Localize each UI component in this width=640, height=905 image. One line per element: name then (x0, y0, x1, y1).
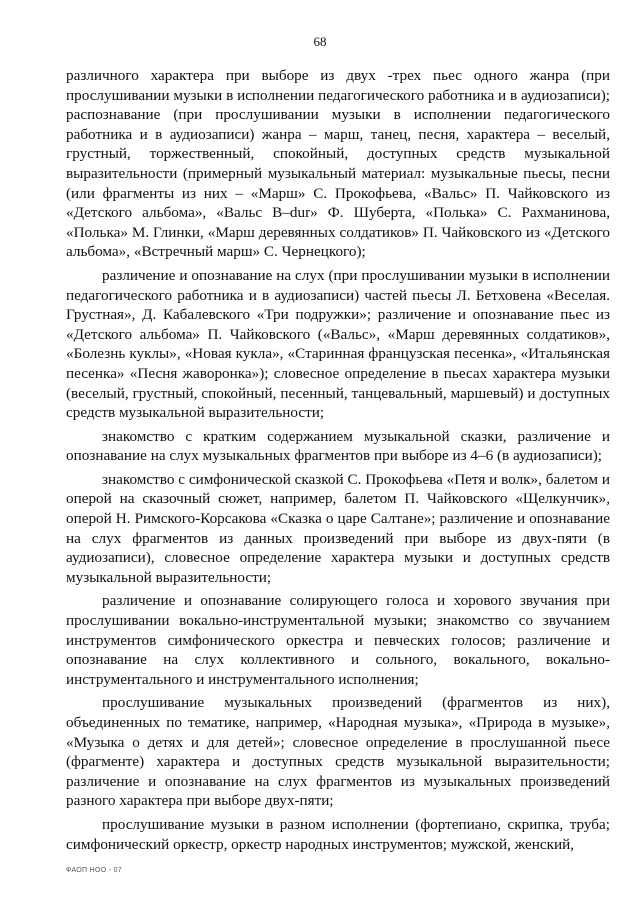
paragraph-1: различного характера при выборе из двух -трех пьес одного жанра (при прослушивании музыки в исполнении педагогического работника и в аудиозаписи); распознавание (при прослушивании музыки в исполнении педагогического работника и в аудиозаписи) жанра – марш, танец, песня, характера – веселый, грустный, торжественный, спокойный, доступных средств музыкальной выразительности (примерный музыкальный материал: музыкальные пьесы, песни (или фрагменты из них – «Марш» С. Прокофьева, «Вальс» П. Чайковского из «Детского альбома», «Вальс B–dur» Ф. Шуберта, «Полька» С. Рахманинова, «Полька» М. Глинки, «Марш деревянных солдатиков» П. Чайковского из «Детского альбома», «Встречный марш» С. Чернецкого); (66, 67, 610, 261)
document-body (66, 66, 610, 858)
paragraph-4: знакомство с симфонической сказкой С. Прокофьева «Петя и волк», балетом и оперой на сказочный сюжет, например, балетом П. Чайковского «Щелкунчик», оперой Н. Римского-Корсакова «Сказка о царе Салтане»; различение и опознавание на слух фрагментов из данных произведений при выборе из двух-пяти (в аудиозаписи), словесное определение характера музыки и доступных средств музыкальной выразительности; (66, 470, 610, 586)
paragraph-7: прослушивание музыки в разном исполнении (фортепиано, скрипка, труба; симфонический оркестр, оркестр народных инструментов; мужской, женский, (66, 815, 610, 853)
paragraph-5: различение и опознавание солирующего голоса и хорового звучания при прослушивании вокально-инструментальной музыки; знакомство со звучанием инструментов симфонического оркестра и певческих голосов; различение и опознавание на слух коллективного и сольного, вокального, вокально-инструментального и инструментального исполнения; (66, 592, 610, 688)
paragraph-6: прослушивание музыкальных произведений (фрагментов из них), объединенных по тематике, например, «Народная музыка», «Природа в музыке», «Музыка о детях и для детей»; словесное определение в прослушанной пьесе (фрагменте) характера и доступных средств музыкальной выразительности; различение и опознавание на слух фрагментов из музыкальных произведений разного характера при выборе двух-пяти; (66, 694, 610, 810)
paragraph-3: знакомство с кратким содержанием музыкальной сказки, различение и опознавание на слух музыкальных фрагментов при выборе из 4–6 (в аудиозаписи); (66, 427, 610, 465)
footer-label: ФАОП НОО - 07 (66, 867, 122, 874)
paragraph-2: различение и опознавание на слух (при прослушивании музыки в исполнении педагогического работника и в аудиозаписи) частей пьесы Л. Бетховена «Веселая. Грустная», Д. Кабалевского «Три подружки»; различение и опознавание пьес из «Детского альбома» П. Чайковского («Вальс», «Марш деревянных солдатиков», «Болезнь куклы», «Новая кукла», «Старинная французская песенка», «Итальянская песенка» «Песня жаворонка»); словесное определение в пьесах характера музыки (веселый, грустный, спокойный, песенный, танцевальный, маршевый) и доступных средств музыкальной выразительности; (66, 266, 610, 422)
page-number: 68 (313, 34, 327, 49)
